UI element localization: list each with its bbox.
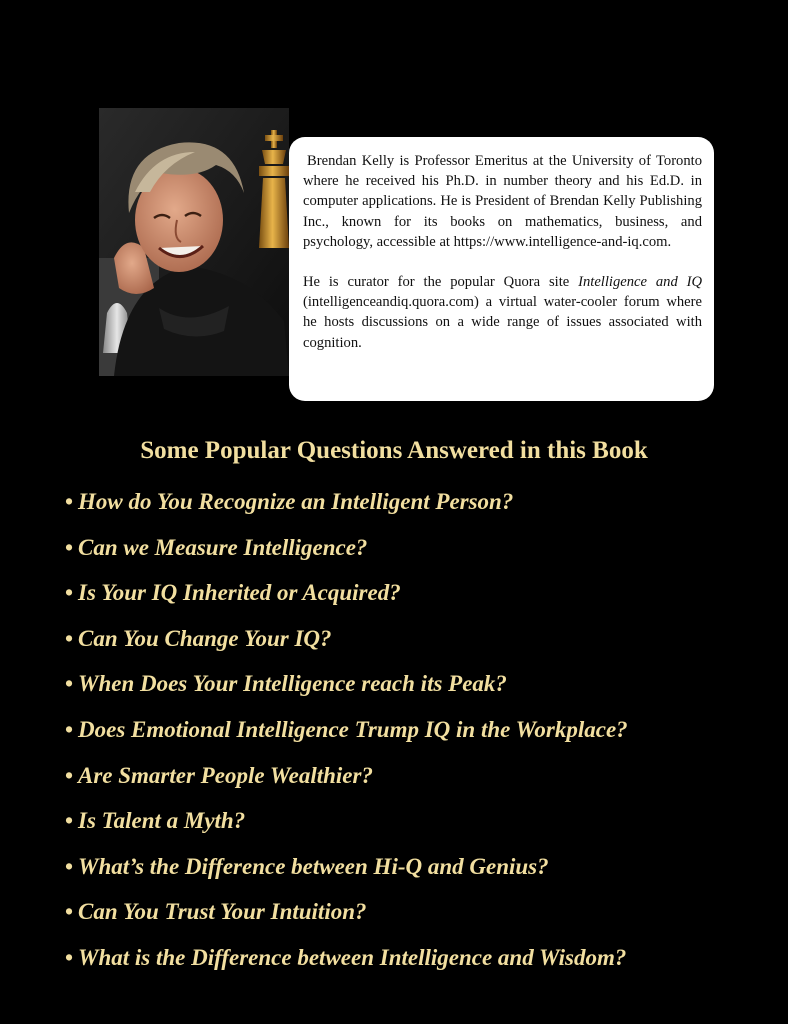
bullet-icon: • — [64, 671, 74, 697]
bullet-icon: • — [64, 944, 74, 970]
bullet-icon: • — [64, 580, 74, 606]
bio-paragraph-2-suffix: (intelligenceandiq.quora.com) a virtual water-cooler forum where he hosts discussions on a wide range of issues associated with cognition. — [303, 294, 702, 351]
bio-paragraph-1: Brendan Kelly is Professor Emeritus at the University of Toronto where he received his Ph.D. in number theory and his Ed.D. in computer applications. He is President of Brendan Kelly Publishing Inc., known for its books on mathematics, business, and psychology, accessible at https://www.intelligence-and-iq.com. — [303, 153, 702, 250]
question-text: Can You Trust Your Intuition? — [78, 899, 367, 925]
question-text: Are Smarter People Wealthier? — [78, 762, 373, 788]
question-item — [60, 852, 760, 898]
bio-paragraph-2 — [303, 272, 702, 353]
question-text: What’s the Difference between Hi-Q and Genius? — [78, 853, 549, 879]
questions-list — [60, 487, 760, 989]
bullet-icon: • — [64, 808, 74, 834]
question-item — [60, 943, 760, 989]
bullet-icon: • — [64, 899, 74, 925]
bullet-icon: • — [64, 853, 74, 879]
question-item — [60, 487, 760, 533]
question-item — [60, 669, 760, 715]
question-item — [60, 761, 760, 807]
question-item — [60, 533, 760, 579]
question-item — [60, 624, 760, 670]
question-text: What is the Difference between Intelligence and Wisdom? — [78, 944, 627, 970]
quora-site-name: Intelligence and IQ — [578, 274, 702, 291]
question-item — [60, 897, 760, 943]
question-text: Does Emotional Intelligence Trump IQ in the Workplace? — [78, 716, 628, 742]
question-item — [60, 715, 760, 761]
question-text: Is Talent a Myth? — [78, 808, 246, 834]
questions-heading: Some Popular Questions Answered in this Book — [140, 437, 648, 464]
bullet-icon: • — [64, 625, 74, 651]
bullet-icon: • — [64, 534, 74, 560]
author-portrait-illustration — [99, 108, 289, 376]
question-text: When Does Your Intelligence reach its Peak? — [78, 671, 507, 697]
question-text: How do You Recognize an Intelligent Person? — [78, 489, 514, 514]
bullet-icon: • — [64, 716, 74, 742]
bio-paragraph-2-prefix: He is curator for the popular Quora site — [303, 274, 579, 291]
question-text: Is Your IQ Inherited or Acquired? — [78, 580, 401, 606]
bullet-icon: • — [64, 762, 74, 788]
question-text: Can You Change Your IQ? — [78, 625, 332, 651]
question-item — [60, 578, 760, 624]
question-text: Can we Measure Intelligence? — [78, 534, 368, 560]
author-bio-card — [289, 137, 714, 401]
author-photo — [99, 108, 289, 376]
question-item — [60, 806, 760, 852]
bullet-icon: • — [64, 489, 74, 514]
